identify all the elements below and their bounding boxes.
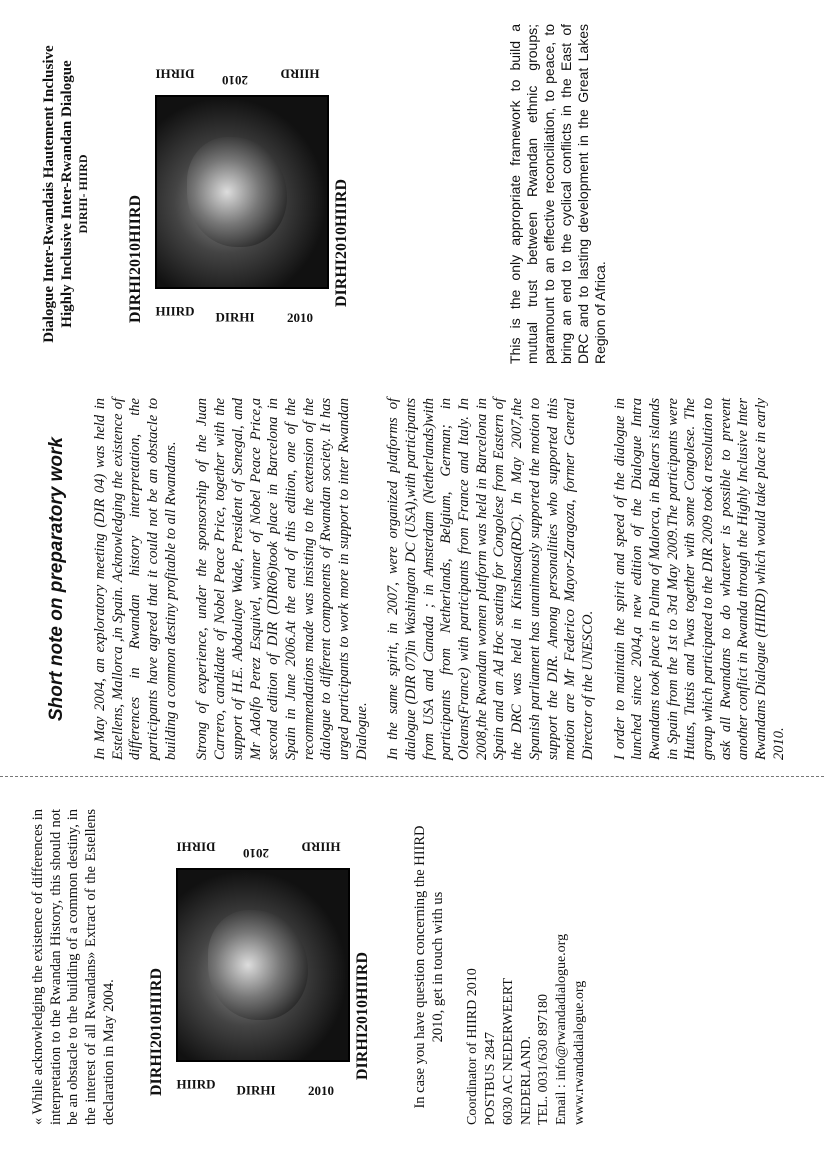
subtitle: DIRHI- HIIRD [76,154,90,234]
fold-line [0,776,824,777]
section-heading: Short note on preparatory work [46,437,67,721]
middle-panel [0,380,824,772]
contact-line: Coordinator of HIIRD 2010 [464,968,480,1125]
left-panel [0,781,824,1165]
poster-label: DIRHI2010HIIRD [354,951,372,1080]
contact-intro: In case you have question concerning the HIIRD 2010, get in touch with us [412,825,447,1109]
poster-label: DIRHI [236,1082,276,1098]
poster-label: 2010 [308,1083,335,1098]
estellens-quote: « While acknowledging the existence of differences in interpretation to the Rwandan History, this should not be an obstacle to the building of a common destiny, in the interest of all Rwandans» Extract of the Estellens declaration in May 2004. [30,809,117,1125]
paragraph: In the same spirit, in 2007, were organized platforms of dialogue (DIR 07)in Washington DC (USA),with participants from USA and Canada ; in Amsterdam (Netherlands)with participants from Netherlands, Belgium, German; in Oleans(France) with participants from France and Italy. In 2008,the Rwandan women platform was held in Barcelona in Spain and an Ad Hoc seating for Congolese from Eastern of the DRC was held in Kinshasa(RDC). In May 2007,the Spanish parliament has unanimously supported the motion to support the DIR. Among personalities who supported this motion are Mr Federico Mayor-Zaragoza, former General Director of the UNESCO. [385,398,596,760]
poster-label: DIRHI [176,839,216,855]
poster-label: 2010 [287,310,313,325]
contact-website[interactable]: www.rwandadialogue.org [572,980,588,1125]
poster-artwork [176,868,350,1062]
mask-figure [187,137,287,247]
poster-label: DIRHI [215,309,255,325]
poster-label: 2010 [222,73,248,88]
title-french: Dialogue Inter-Rwandais Hautement Inclusive [41,45,57,343]
paragraph: In May 2004, an exploratory meeting (DIR 04) was held in Estellens, Mallorca ,in Spain. Acknowledging the existence of differences in Rwandan history interpretation, the participants have agreed that it could not be an obstacle to building a common destiny profitable to all Rwandans. [92,398,179,760]
poster-label: HIIRD [155,303,195,319]
poster-label: 2010 [243,846,270,861]
paragraph: Strong of experience, under the sponsorship of the Juan Carrero, candidate of Nobel Peace Price, together with the support of H.E. Abdoulaye Wade, President of Senegal, and Mr Adolfo Perez Esquivel, winner of Nobel Peace Price,a second edition of DIR (DIR06)took place in Barcelona in Spain in June 2006.At the end of this edition, one of the recommendations made was insisting to the extension of the dialogue to different components of Rwandan society. It has urged participants to work more in support to inter Rwandan Dialogue. [194,398,370,760]
poster-label: DIRHI [155,66,195,82]
contact-line: POSTBUS 2847 [482,1032,498,1125]
poster-label: DIRHI2010HIIRD [333,178,350,307]
closing-statement: This is the only appropriate framework to build a mutual trust between Rwandan ethnic groups; paramount to an effective reconciliation, to peace, to bring an end to the cyclical conflicts in the East of DRC and to lasting development in the Great Lakes Region of Africa. [507,24,609,364]
hiird-poster-image [148,832,378,1102]
poster-label: DIRHI2010HIIRD [127,194,144,323]
poster-artwork [155,95,329,289]
paragraph: I order to maintain the spirit and speed of the dialogue in lunched since 2004,a new edition of the Dialogue Intra Rwandans took place in Palma of Malorca, in Balears islands in Spain from the 1st to 3rd May 2009.The participants were Hutus, Tutsis and Twas together with some Congolese. The group which participated to the DIR 2009 took a resolution to ask all Rwandans to do whatever is possible to prevent another conflict in Rwanda through the Highly Inclusive Inter Rwandans Dialogue (HIIRD) which would take place in early 2010. [611,398,787,760]
title-english: Highly Inclusive Inter-Rwandan Dialogue [59,60,75,328]
mask-figure [208,910,308,1020]
right-panel [0,0,824,374]
hiird-poster-image [127,59,357,329]
contact-block [464,809,589,1125]
contact-line: TEL. 0031/630 897180 [536,993,552,1125]
poster-label: DIRHI2010HIIRD [148,967,166,1096]
contact-email[interactable]: Email : info@rwandadialogue.org [554,933,570,1125]
poster-label: HIIRD [176,1076,216,1092]
poster-label: HIIRD [280,66,320,82]
contact-line: 6030 AC NEDERWEERT [500,978,516,1125]
poster-label: HIIRD [301,839,341,855]
contact-line: NEDERLAND. [518,1035,534,1125]
